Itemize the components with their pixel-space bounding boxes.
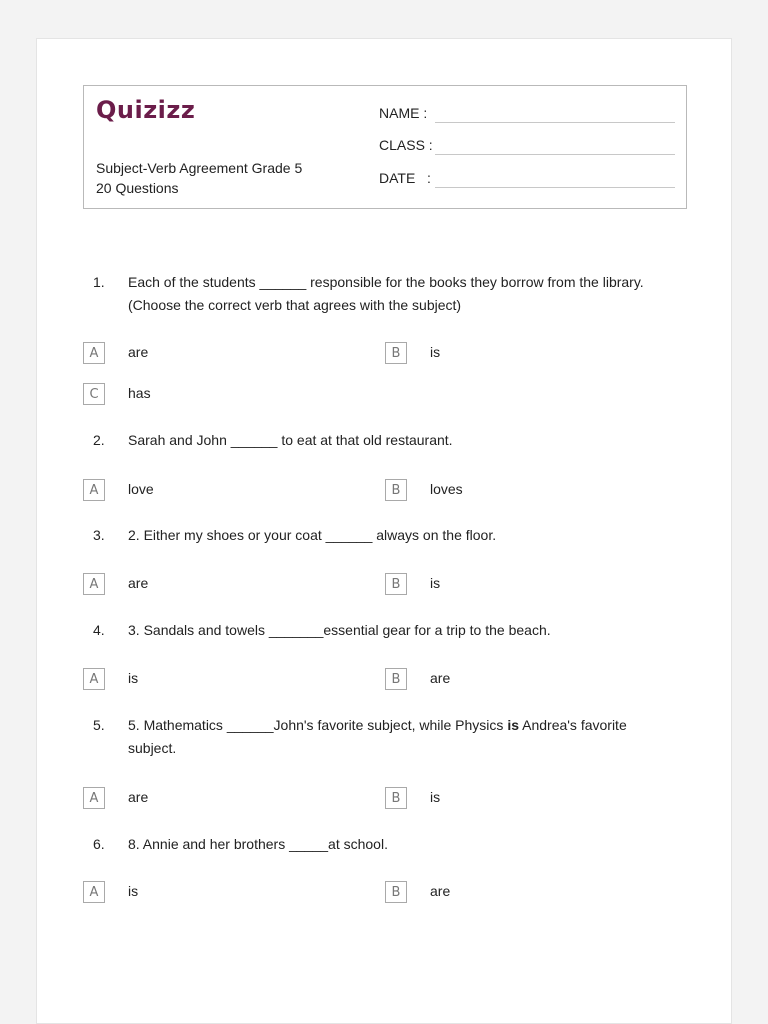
question-text: Each of the students ______ responsible for the books they borrow from the library. (Choose the correct verb that agrees with the subject) — [128, 274, 644, 313]
option-letter-box[interactable]: A — [83, 573, 105, 595]
question-text-part: Andrea's favorite subject. — [128, 717, 627, 756]
date-label: DATE : — [379, 170, 431, 186]
option-text: is — [430, 344, 441, 360]
date-field — [379, 170, 431, 186]
option-text: are — [128, 789, 149, 805]
question-text-part: 5. Mathematics ______John's favorite subject, while Physics — [128, 717, 508, 733]
option-text: loves — [430, 481, 463, 497]
question-text: 2. Either my shoes or your coat ______ always on the floor. — [128, 527, 497, 543]
question-text-bold: is — [507, 717, 519, 733]
option-text: are — [430, 670, 451, 686]
option-letter-box[interactable]: A — [83, 787, 105, 809]
question-number: 5. — [93, 717, 105, 733]
class-label: CLASS : — [379, 137, 433, 153]
quizizz-logo: Quizizz — [96, 96, 196, 124]
option-text: love — [128, 481, 154, 497]
worksheet-page — [36, 38, 732, 1024]
option-letter-box[interactable]: B — [385, 479, 407, 501]
quiz-title: Subject-Verb Agreement Grade 5 — [96, 160, 303, 176]
option-letter-box[interactable]: B — [385, 342, 407, 364]
name-line[interactable] — [435, 122, 675, 123]
option-letter-box[interactable]: A — [83, 668, 105, 690]
worksheet-header — [83, 85, 687, 209]
option-letter-box[interactable]: B — [385, 573, 407, 595]
date-line[interactable] — [435, 187, 675, 188]
option-letter-box[interactable]: A — [83, 479, 105, 501]
question-number: 3. — [93, 527, 105, 543]
question-number: 6. — [93, 836, 105, 852]
name-field — [379, 105, 427, 121]
question-number: 4. — [93, 622, 105, 638]
option-text: is — [128, 883, 139, 899]
option-letter-box[interactable]: A — [83, 342, 105, 364]
question-text: 3. Sandals and towels _______essential gear for a trip to the beach. — [128, 622, 551, 638]
option-text: are — [128, 344, 149, 360]
option-text: are — [430, 883, 451, 899]
option-text: is — [430, 789, 441, 805]
name-label: NAME : — [379, 105, 428, 121]
option-letter-box[interactable]: B — [385, 787, 407, 809]
question-number: 1. — [93, 274, 105, 290]
option-text: is — [430, 575, 441, 591]
question-text: 8. Annie and her brothers _____at school. — [128, 836, 388, 852]
question-number: 2. — [93, 432, 105, 448]
question-text — [128, 714, 678, 760]
option-text: has — [128, 385, 151, 401]
option-text: are — [128, 575, 149, 591]
class-field — [379, 137, 433, 153]
class-line[interactable] — [435, 154, 675, 155]
question-count: 20 Questions — [96, 180, 179, 196]
option-letter-box[interactable]: C — [83, 383, 105, 405]
option-letter-box[interactable]: B — [385, 668, 407, 690]
question-text: Sarah and John ______ to eat at that old restaurant. — [128, 432, 453, 448]
option-letter-box[interactable]: A — [83, 881, 105, 903]
option-letter-box[interactable]: B — [385, 881, 407, 903]
option-text: is — [128, 670, 139, 686]
